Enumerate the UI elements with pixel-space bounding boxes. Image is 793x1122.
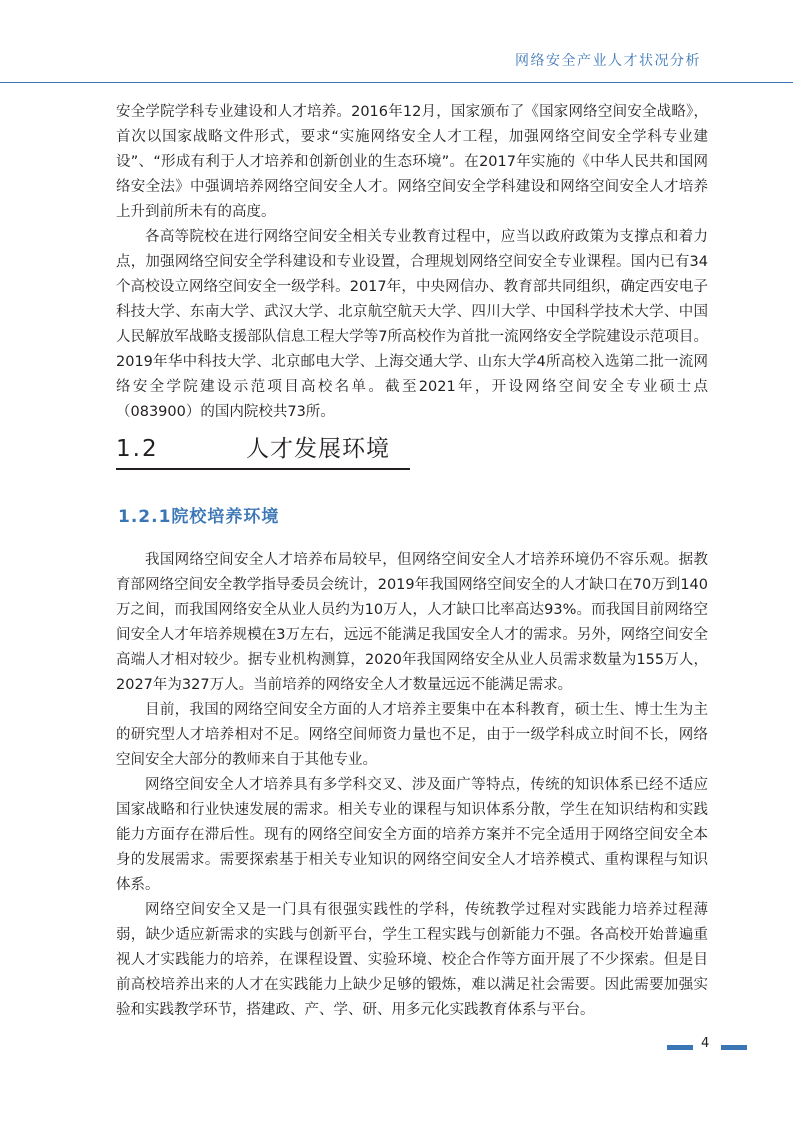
paragraph: 网络空间安全又是一门具有很强实践性的学科，传统教学过程对实践能力培养过程薄弱，缺少适应新需求的实践与创新平台，学生工程实践与创新能力不强。各高校开始普遍重视人才实践能力的培养，在课程设置、实验环境、校企合作等方面开展了不少探索。但是目前高校培养出来的人才在实践能力上缺少足够的锻炼，难以满足社会需要。因此需要加强实验和实践教学环节，搭建政、产、学、研、用多元化实践教育体系与平台。: [116, 902, 708, 1018]
section-title: 人才发展环境: [246, 436, 390, 462]
paragraph: 目前，我国的网络空间安全方面的人才培养主要集中在本科教育，硕士生、博士生为主的研究型人才培养相对不足。网络空间师资力量也不足，由于一级学科成立时间不长，网络空间安全大部分的教师来自于其他专业。: [116, 702, 708, 768]
footer-decoration-right: [721, 1045, 747, 1050]
body-text-block-2: [116, 548, 708, 1023]
paragraph: 我国网络空间安全人才培养布局较早，但网络空间安全人才培养环境仍不容乐观。据教育部网络空间安全教学指导委员会统计，2019年我国网络空间安全的人才缺口在70万到140万之间，而我国网络安全从业人员约为10万人，人才缺口比率高达93%。而我国目前网络空间安全人才年培养规模在3万左右，远远不能满足我国安全人才的需求。另外，网络空间安全高端人才相对较少。据专业机构测算，2020年我国网络安全从业人员需求数量为155万人，2027年为327万人。当前培养的网络安全人才数量远远不能满足需求。: [116, 552, 708, 693]
section-number: 1.2: [116, 436, 159, 462]
header-rule: [0, 82, 793, 83]
paragraph: 网络空间安全人才培养具有多学科交叉、涉及面广等特点，传统的知识体系已经不适应国家战略和行业快速发展的需求。相关专业的课程与知识体系分散，学生在知识结构和实践能力方面存在滞后性。现有的网络空间安全方面的培养方案并不完全适用于网络空间安全本身的发展需求。需要探索基于相关专业知识的网络空间安全人才培养模式、重构课程与知识体系。: [116, 777, 708, 893]
section-heading: [116, 432, 410, 470]
paragraph: 各高等院校在进行网络空间安全相关专业教育过程中，应当以政府政策为支撑点和着力点，加强网络空间安全学科建设和专业设置，合理规划网络空间安全专业课程。国内已有34个高校设立网络空间安全一级学科。2017年，中央网信办、教育部共同组织，确定西安电子科技大学、东南大学、武汉大学、北京航空航天大学、四川大学、中国科学技术大学、中国人民解放军战略支援部队信息工程大学等7所高校作为首批一流网络安全学院建设示范项目。2019年华中科技大学、北京邮电大学、上海交通大学、山东大学4所高校入选第二批一流网络安全学院建设示范项目高校名单。截至2021年，开设网络空间安全专业硕士点（083900）的国内院校共73所。: [116, 229, 708, 420]
body-text-block-1: [116, 100, 708, 425]
subsection-heading: 1.2.1院校培养环境: [118, 507, 280, 527]
paragraph: 安全学院学科专业建设和人才培养。2016年12月，国家颁布了《国家网络空间安全战略》，首次以国家战略文件形式，要求“实施网络安全人才工程，加强网络空间安全学科专业建设”、“形成有利于人才培养和创新创业的生态环境”。在2017年实施的《中华人民共和国网络安全法》中强调培养网络空间安全人才。网络空间安全学科建设和网络空间安全人才培养上升到前所未有的高度。: [116, 104, 708, 220]
page-number: 4: [701, 1036, 710, 1051]
footer-decoration-left: [667, 1045, 693, 1050]
running-header: 网络安全产业人才状况分析: [515, 53, 701, 69]
